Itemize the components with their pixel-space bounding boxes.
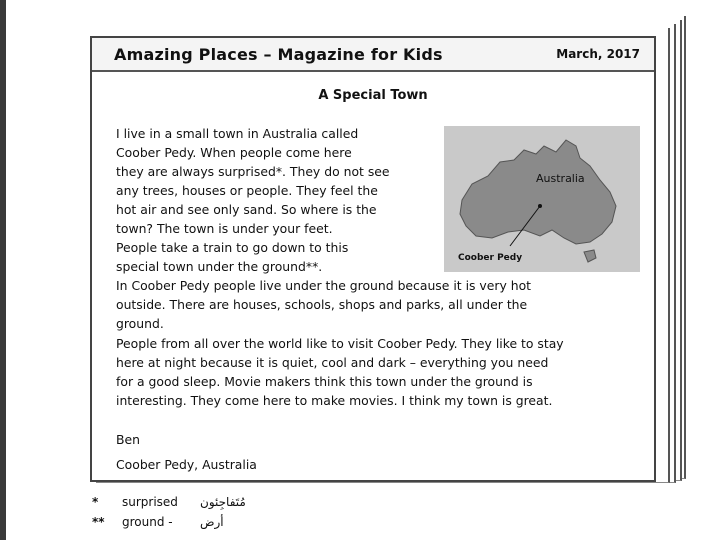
footnote-translation: أرض <box>200 515 224 529</box>
country-label: Australia <box>536 172 585 185</box>
town-label: Coober Pedy <box>458 253 523 263</box>
footnotes <box>92 492 246 532</box>
tasmania <box>584 250 596 262</box>
article-title: A Special Town <box>318 88 428 103</box>
left-border-bar <box>0 0 6 540</box>
footnote-translation: مُتَفاجِئون <box>200 495 246 509</box>
paragraph-3 <box>116 334 564 410</box>
magazine-title: Amazing Places – Magazine for Kids <box>114 44 443 64</box>
paragraph-line: town? The town is under your feet. <box>116 221 333 236</box>
paragraph-line: I live in a small town in Australia called <box>116 126 359 141</box>
paragraph-line: outside. There are houses, schools, shops and parks, all under the <box>116 297 528 312</box>
australia-map <box>444 126 640 272</box>
paragraph-line: Coober Pedy. When people come here <box>116 145 352 160</box>
footnote-word: surprised <box>122 495 178 509</box>
footnote-mark: * <box>92 495 99 509</box>
footnote-mark: ** <box>92 515 105 529</box>
paragraph-line: ground. <box>116 316 164 331</box>
paragraph-1 <box>116 124 390 276</box>
paragraph-line: People from all over the world like to visit Coober Pedy. They like to stay <box>116 336 564 351</box>
australia-map-graphic <box>444 126 640 272</box>
paragraph-line: interesting. They come here to make movies. I think my town is great. <box>116 393 553 408</box>
australia-landmass <box>460 140 616 244</box>
signature-place: Coober Pedy, Australia <box>116 457 257 472</box>
signature-name: Ben <box>116 432 140 447</box>
paragraph-line: special town under the ground**. <box>116 259 323 274</box>
footnote-word: ground - <box>122 515 173 529</box>
paragraph-line: for a good sleep. Movie makers think this town under the ground is <box>116 374 533 389</box>
footnote <box>92 512 246 532</box>
paragraph-line: In Coober Pedy people live under the ground because it is very hot <box>116 278 532 293</box>
paragraph-line: any trees, houses or people. They feel the <box>116 183 378 198</box>
paragraph-line: hot air and see only sand. So where is the <box>116 202 377 217</box>
footnote <box>92 492 246 512</box>
masthead <box>92 38 654 72</box>
paragraph-line: here at night because it is quiet, cool and dark – everything you need <box>116 355 549 370</box>
paragraph-line: People take a train to go down to this <box>116 240 349 255</box>
signature <box>116 430 257 474</box>
paragraph-line: they are always surprised*. They do not see <box>116 164 390 179</box>
paragraph-2 <box>116 276 531 333</box>
issue-date: March, 2017 <box>556 47 640 61</box>
magazine-page <box>90 36 656 482</box>
